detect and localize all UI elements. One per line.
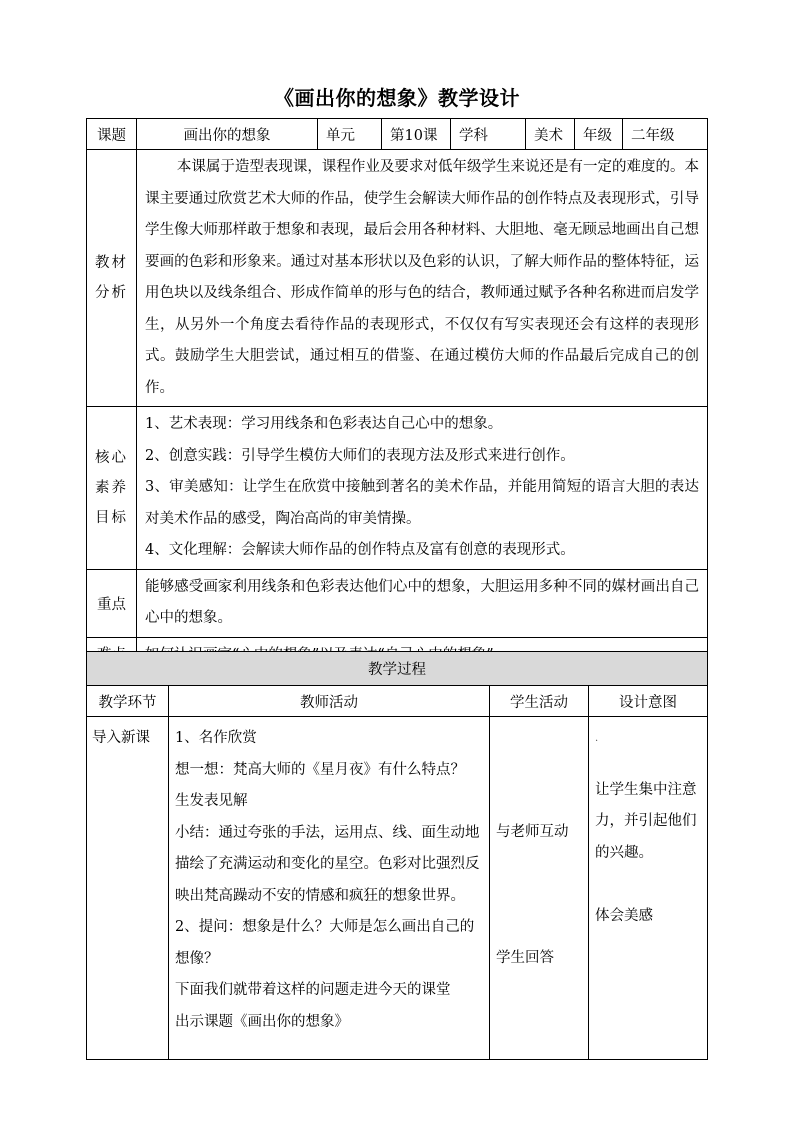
goal-item: 4、文化理解：会解读大师作品的创作特点及富有创意的表现形式。	[145, 542, 575, 558]
column-stage: 教学环节	[87, 686, 169, 717]
process-columns-row	[87, 686, 708, 717]
design-intents	[589, 717, 708, 1060]
goal-item: 1、艺术表现：学习用线条和色彩表达自己心中的想象。	[145, 416, 503, 432]
goal-item: 2、创意实践：引导学生模仿大师们的表现方法及形式来进行创作。	[145, 447, 575, 464]
process-header: 教学过程	[87, 652, 708, 686]
goals-list	[137, 407, 708, 570]
subject-label: 学科	[451, 119, 526, 150]
design-intent-2: 体会美感	[595, 908, 653, 924]
key-point-row	[87, 569, 708, 637]
goal-item: 3、审美感知：让学生在欣赏中接触到著名的美术作品，并能用简短的语言大胆的表达对美术作品的感受，陶冶高尚的审美情操。	[145, 479, 699, 527]
column-teacher: 教师活动	[169, 686, 490, 717]
student-activities	[490, 717, 589, 1060]
teacher-activities: 1、名作欣赏 想一想：梵高大师的《星月夜》有什么特点？ 生发表见解 小结：通过夸张的手法，运用点、线、面生动地描绘了充满运动和变化的星空。色彩对比强烈反映出梵高躁动不安的情感和疯狂的想象世界。 2、提问：想象是什么？大师是怎么画出自己的想像？ 下面我们就带着这样的问题走进今天的课堂 出示课题《画出你的想象》	[169, 717, 490, 1060]
intent-dot: .	[595, 733, 599, 744]
teaching-process-table	[86, 651, 708, 1060]
process-row	[87, 717, 708, 1060]
column-intent: 设计意图	[589, 686, 708, 717]
topic-label: 课题	[87, 119, 137, 150]
material-row	[87, 150, 708, 407]
unit-label: 单元	[318, 119, 382, 150]
grade-value: 二年级	[623, 119, 708, 150]
design-intent-1: 让学生集中注意力，并引起他们的兴趣。	[595, 781, 697, 861]
material-text: 本课属于造型表现课，课程作业及要求对低年级学生来说还是有一定的难度的。本课主要通过欣赏艺术大师的作品，使学生会解读大师作品的创作特点及表现形式，引导学生像大师那样敢于想象和表现，最后会用各种材料、大胆地、毫无顾忌地画出自己想要画的色彩和形象来。通过对基本形状以及色彩的认识，了解大师作品的整体特征，运用色块以及线条组合、形成作简单的形与色的结合，教师通过赋予各种名称进而启发学生，从另外一个角度去看待作品的表现形式，不仅仅有写实表现还会有这样的表现形式。鼓励学生大胆尝试，通过相互的借鉴、在通过模仿大师的作品最后完成自己的创作。	[137, 150, 708, 407]
process-header-row	[87, 652, 708, 686]
material-label: 教材 分析	[87, 150, 137, 407]
header-row	[87, 119, 708, 150]
lesson-info-table	[86, 118, 708, 670]
column-student: 学生活动	[490, 686, 589, 717]
subject-value: 美术	[526, 119, 575, 150]
stage-name: 导入新课	[87, 717, 169, 1060]
grade-label: 年级	[575, 119, 623, 150]
student-activity-2: 学生回答	[496, 949, 554, 966]
student-activity-1: 与老师互动	[496, 824, 569, 840]
goals-label: 核心 素养 目标	[87, 407, 137, 570]
document-title: 《画出你的想象》教学设计	[274, 86, 520, 110]
key-point-label: 重点	[87, 569, 137, 637]
topic-value: 画出你的想象	[137, 119, 318, 150]
key-point-text: 能够感受画家利用线条和色彩表达他们心中的想象，大胆运用多种不同的媒材画出自己心中的想象。	[137, 569, 708, 637]
unit-value: 第10课	[382, 119, 451, 150]
goals-row	[87, 407, 708, 570]
